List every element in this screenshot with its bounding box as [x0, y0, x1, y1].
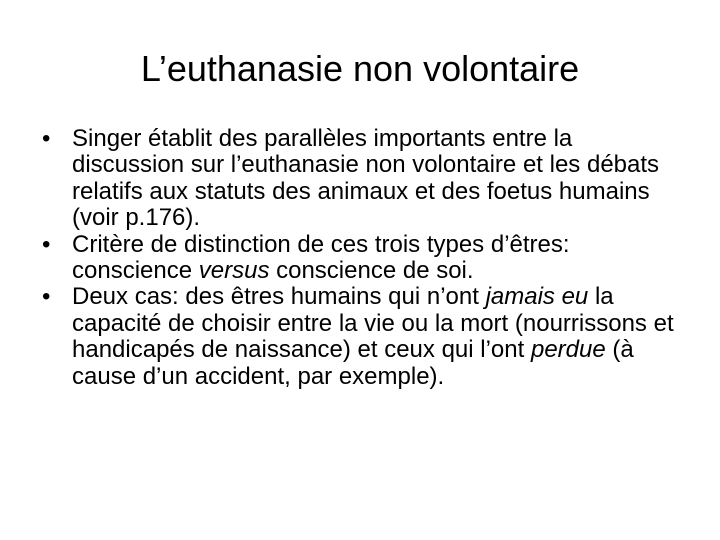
bullet-item: [36, 126, 684, 232]
bullet-text: (à cause d’un accident, par exemple).: [72, 336, 634, 390]
bullet-icon: •: [42, 125, 51, 152]
bullet-text: la capacité de choisir entre la vie ou la mort (nourrissons et handicapés de naissance) et ceux qui l’ont: [72, 283, 674, 364]
bullet-item: [36, 232, 684, 285]
emphasis-text: versus: [198, 257, 270, 285]
bullet-text: Singer établit des parallèles importants entre la discussion sur l’euthanasie non volontaire et les débats relatifs aux statuts des animaux et des foetus humains (voir p.176).: [72, 125, 660, 232]
bullet-text: Critère de distinction de ces trois types d’êtres: conscience: [72, 230, 570, 285]
slide-title: L’euthanasie non volontaire: [140, 48, 580, 89]
bullet-text: Deux cas: des êtres humains qui n’ont: [72, 283, 486, 311]
bullet-icon: •: [42, 230, 51, 258]
bullet-icon: •: [42, 283, 51, 311]
bullet-list: [36, 126, 684, 390]
bullet-text: conscience de soi.: [269, 257, 474, 285]
emphasis-text: perdue: [530, 336, 606, 364]
bullet-item: [36, 284, 684, 390]
emphasis-text: jamais eu: [485, 283, 589, 311]
